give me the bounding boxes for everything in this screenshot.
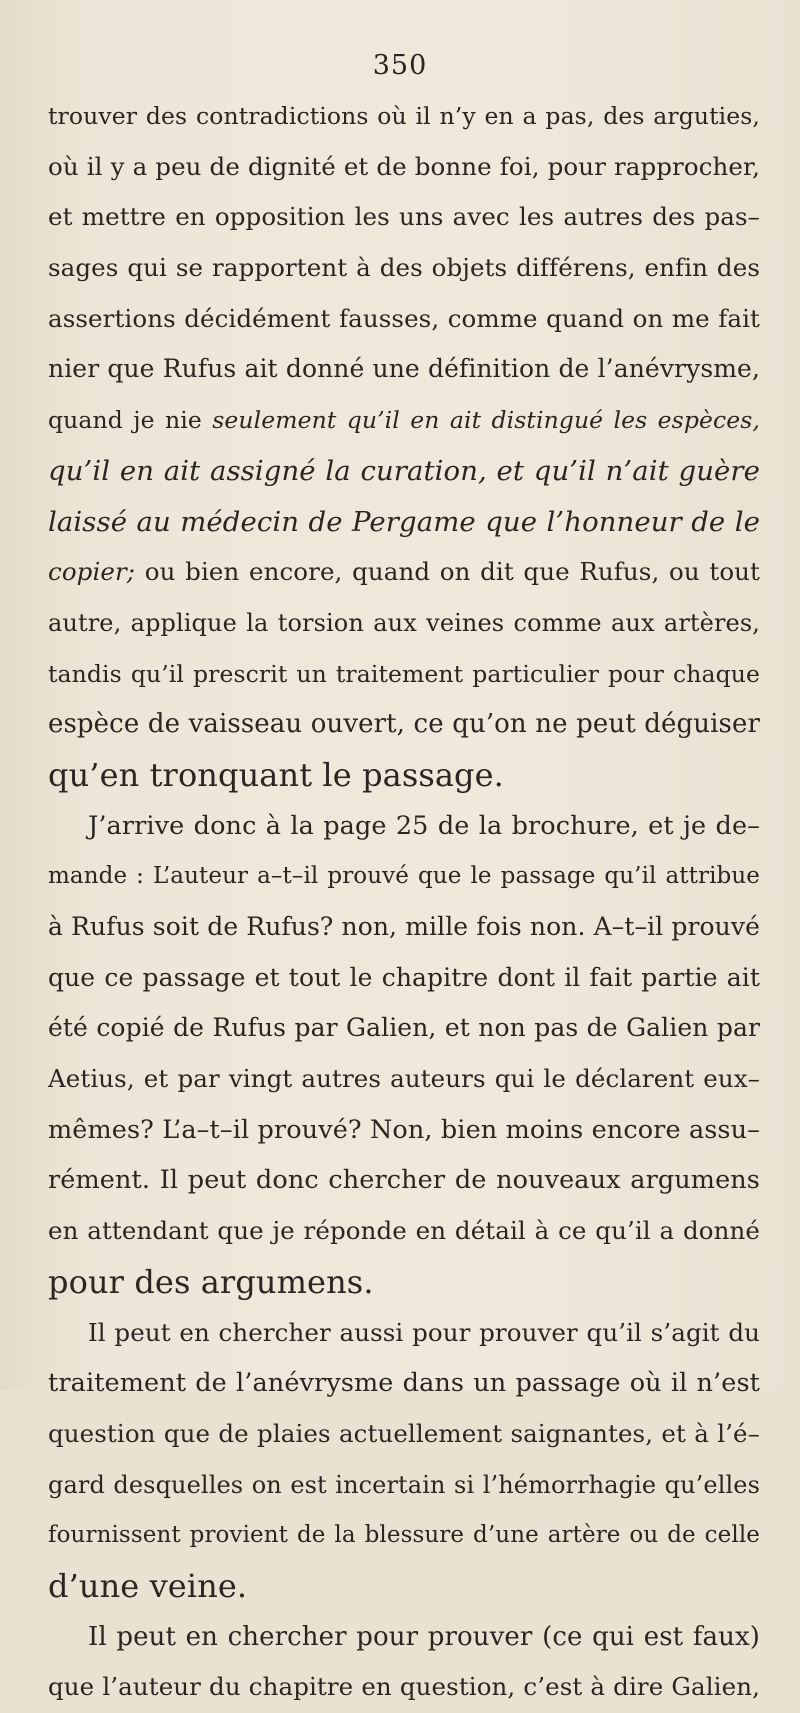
text-line-7 — [48, 395, 760, 446]
text-line-19: été copié de Rufus par Galien, et non pas de Galien par — [48, 1013, 760, 1043]
text-line-5: assertions décidément fausses, comme quand on me fait — [48, 303, 760, 333]
text-line-31: Il peut en chercher pour prouver (ce qui est faux) — [88, 1621, 760, 1652]
text-line-15: J’arrive donc à la page 25 de la brochure, et je de– — [88, 810, 760, 841]
text-line-22: rément. Il peut donc chercher de nouveaux argumens — [48, 1165, 760, 1196]
text-line-29: fournissent provient de la blessure d’une artère ou de celle — [48, 1522, 760, 1549]
text-line-18: que ce passage et tout le chapitre dont il fait partie ait — [48, 962, 760, 992]
text-line-10-roman: ou bien encore, quand on dit que Rufus, ou tout — [144, 557, 760, 587]
text-line-12: tandis qu’il prescrit un traitement particulier pour chaque — [48, 659, 760, 688]
text-line-26: traitement de l’anévrysme dans un passage où il n’est — [48, 1368, 760, 1399]
text-line-17: à Rufus soit de Rufus? non, mille fois non. A–t–il prouvé — [48, 912, 760, 941]
text-line-11: autre, applique la torsion aux veines comme aux artères, — [48, 608, 760, 637]
text-line-27: question que de plaies actuellement saignantes, et à l’é– — [48, 1418, 760, 1448]
body-text — [48, 91, 760, 1713]
text-line-9: laissé au médecin de Pergame que l’honneur de le — [48, 505, 760, 538]
text-line-1: trouver des contradictions où il n’y en a pas, des arguties, — [48, 102, 760, 130]
text-line-21: mêmes? L’a–t–il prouvé? Non, bien moins encore assu– — [48, 1114, 760, 1145]
text-line-2: où il y a peu de dignité et de bonne foi, pour rapprocher, — [48, 151, 760, 181]
text-line-6: nier que Rufus ait donné une définition de l’anévrysme, — [48, 354, 760, 384]
text-line-30: d’une veine. — [48, 1566, 248, 1605]
text-line-23: en attendant que je réponde en détail à ce qu’il a donné — [48, 1216, 760, 1246]
text-line-20: Aetius, et par vingt autres auteurs qui le déclarent eux– — [48, 1064, 760, 1094]
page-number: 350 — [372, 50, 428, 81]
text-line-4: sages qui se rapportent à des objets différens, enfin des — [48, 253, 760, 283]
text-line-10-italic: copier; — [48, 557, 136, 587]
text-line-14: qu’en tronquant le passage. — [48, 755, 504, 794]
text-line-25: Il peut en chercher aussi pour prouver qu’il s’agit du — [88, 1317, 760, 1347]
text-line-13: espèce de vaisseau ouvert, ce qu’on ne peut déguiser — [48, 709, 760, 740]
text-line-32: que l’auteur du chapitre en question, c’est à dire Galien, — [48, 1672, 760, 1702]
text-line-3: et mettre en opposition les uns avec les autres des pas– — [48, 202, 760, 232]
text-line-8: qu’il en ait assigné la curation, et qu’il n’ait guère — [48, 454, 760, 487]
text-line-10 — [48, 547, 760, 598]
text-line-16: mande : L’auteur a–t–il prouvé que le passage qu’il attribue — [48, 863, 760, 890]
text-line-28: gard desquelles on est incertain si l’hémorrhagie qu’elles — [48, 1470, 760, 1499]
text-line-7-italic: seulement qu’il en ait distingué les espèces, — [212, 406, 760, 435]
text-line-24: pour des argumens. — [48, 1262, 374, 1301]
text-line-7-roman: quand je nie — [48, 406, 202, 435]
